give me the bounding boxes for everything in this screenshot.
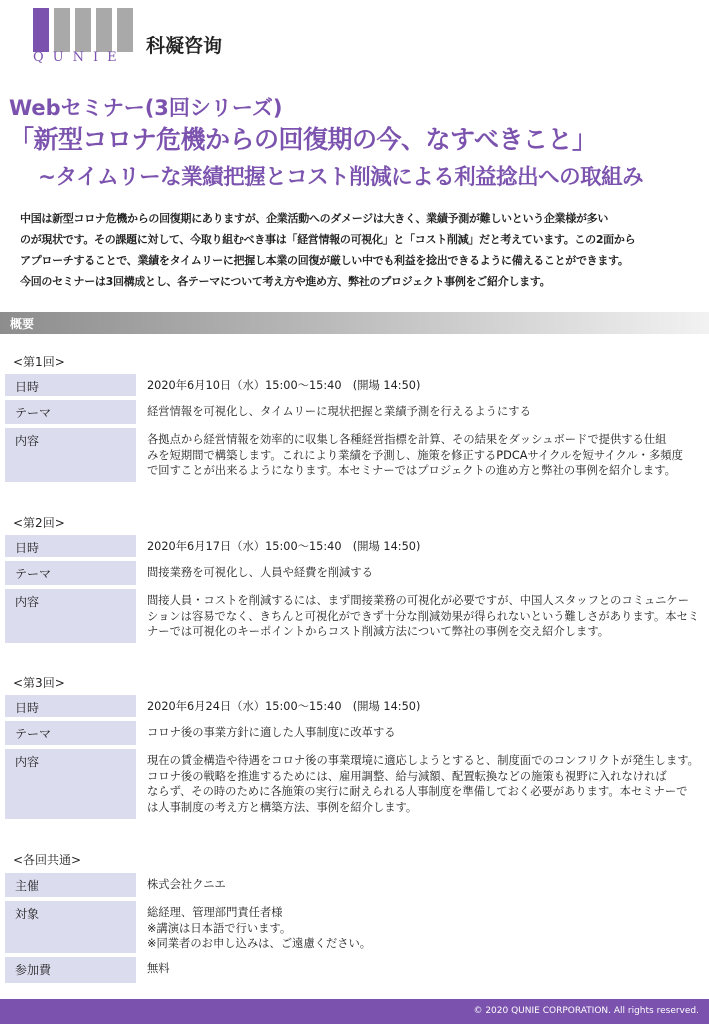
qunie-logo — [33, 8, 131, 72]
seminar-title-line1: Webセミナー(3回シリーズ) — [9, 96, 283, 120]
row-value: は人事制度の考え方と構築方法、事例を紹介します。 — [147, 800, 418, 814]
row-value: 経営情報を可視化し、タイムリーに現状把握と業績予測を行えるようにする — [147, 405, 531, 418]
target-row — [5, 901, 705, 953]
overview-label: 概要 — [10, 317, 35, 331]
row-label: 日時 — [15, 380, 40, 394]
intro-line: 中国は新型コロナ危機からの回復期にありますが、企業活動へのダメージは大きく、業績予測が難しいという企業様が多い — [20, 212, 609, 225]
seminar-title-line2: 「新型コロナ危機からの回復期の今、なすべきこと」 — [9, 125, 597, 154]
footer-bar — [0, 999, 709, 1024]
session-2-theme-row — [5, 561, 705, 585]
organizer-row — [5, 873, 705, 897]
row-label: 内容 — [15, 755, 40, 769]
row-value: 現在の賃金構造や待遇をコロナ後の事業環境に適応しようとすると、制度面でのコンフリクトが発生します。 — [147, 754, 699, 767]
common-info-heading: <各回共通> — [13, 853, 82, 867]
row-label: テーマ — [15, 406, 52, 420]
row-value: 間接業務を可視化し、人員や経費を削減する — [147, 566, 373, 579]
row-value: みを短期間で構築します。これにより業績を予測し、施策を修正するPDCAサイクルを短サイクル・多頻度 — [147, 448, 683, 462]
row-value: ナーでは可視化のキーポイントからコスト削減方法について弊社の事例を交え紹介します。 — [147, 625, 610, 638]
row-value: ならず、その時のために各施策の実行に耐えられる人事制度を準備しておく必要があります。本セミナーで — [147, 785, 688, 798]
session-1-datetime-row — [5, 374, 705, 396]
row-value: ※同業者のお申し込みは、ご遠慮ください。 — [147, 937, 372, 950]
row-value: 総経理、管理部門責任者様 — [147, 906, 283, 919]
row-value: 2020年6月17日（水）15:00～15:40 (開場 14:50) — [147, 540, 421, 553]
session-2-content-row — [5, 589, 705, 643]
session-3-theme-row — [5, 721, 705, 745]
row-value: ※講演は日本語で行います。 — [147, 921, 292, 935]
row-value: ションは容易でなく、きちんと可視化ができず十分な削減効果が得られないという難しさがあります。本セミ — [147, 609, 700, 623]
session-1-heading: <第1回> — [13, 355, 65, 369]
row-value: コロナ後の事業方針に適した人事制度に改革する — [147, 726, 396, 739]
session-3-content-row — [5, 749, 705, 819]
row-value: 2020年6月10日（水）15:00～15:40 (開場 14:50) — [147, 379, 421, 392]
row-value: 無料 — [147, 962, 170, 975]
row-value: コロナ後の戦略を推進するためには、雇用調整、給与減額、配置転換などの施策も視野に入れなければ — [147, 769, 667, 783]
logo-wordmark: QUNIE — [33, 50, 126, 65]
row-label: 日時 — [15, 701, 40, 715]
seminar-title-line3: ~タイムリーな業績把握とコスト削減による利益捻出への取組み — [38, 165, 644, 190]
row-value: 2020年6月24日（水）15:00～15:40 (開場 14:50) — [147, 700, 421, 713]
row-value: で回すことが出来るようになります。本セミナーではプロジェクトの進め方と弊社の事例を紹介します。 — [147, 464, 676, 477]
session-3-datetime-row — [5, 695, 705, 717]
intro-line: 今回のセミナーは3回構成とし、各テーマについて考え方や進め方、弊社のプロジェクト事例をご紹介します。 — [20, 275, 551, 288]
row-label: テーマ — [15, 567, 52, 581]
row-label: テーマ — [15, 727, 52, 741]
row-label: 日時 — [15, 541, 40, 555]
session-2-heading: <第2回> — [13, 516, 65, 530]
fee-row — [5, 957, 705, 983]
row-label: 内容 — [15, 434, 40, 448]
row-label: 参加費 — [15, 963, 52, 977]
session-1-content-row — [5, 428, 705, 482]
row-label: 対象 — [15, 907, 40, 921]
row-label: 内容 — [15, 595, 40, 609]
intro-line: アプローチすることで、業績をタイムリーに把握し本業の回復が厳しい中でも利益を捻出できるように備えることができます。 — [20, 254, 629, 267]
row-value: 各拠点から経営情報を効率的に収集し各種経営指標を計算、その結果をダッシュボードで提供する仕組 — [147, 433, 667, 446]
overview-section-bar — [0, 312, 709, 334]
logo-bars-graphic — [33, 8, 133, 52]
row-label: 主催 — [15, 879, 40, 893]
session-1-theme-row — [5, 400, 705, 424]
row-value: 間接人員・コストを削減するには、まず間接業務の可視化が必要ですが、中国人スタッフとのコミュニケー — [147, 594, 690, 607]
copyright-text: © 2020 QUNIE CORPORATION. All rights reserved. — [473, 1006, 699, 1016]
session-2-datetime-row — [5, 535, 705, 557]
session-3-heading: <第3回> — [13, 676, 65, 690]
company-name-jp: 科凝咨询 — [146, 35, 223, 57]
row-value: 株式会社クニエ — [147, 878, 226, 891]
intro-line: のが現状です。その課題に対して、今取り組むべき事は「経営情報の可視化」と「コスト削減」だと考えています。この2面から — [20, 233, 636, 246]
intro-paragraph — [20, 208, 688, 292]
